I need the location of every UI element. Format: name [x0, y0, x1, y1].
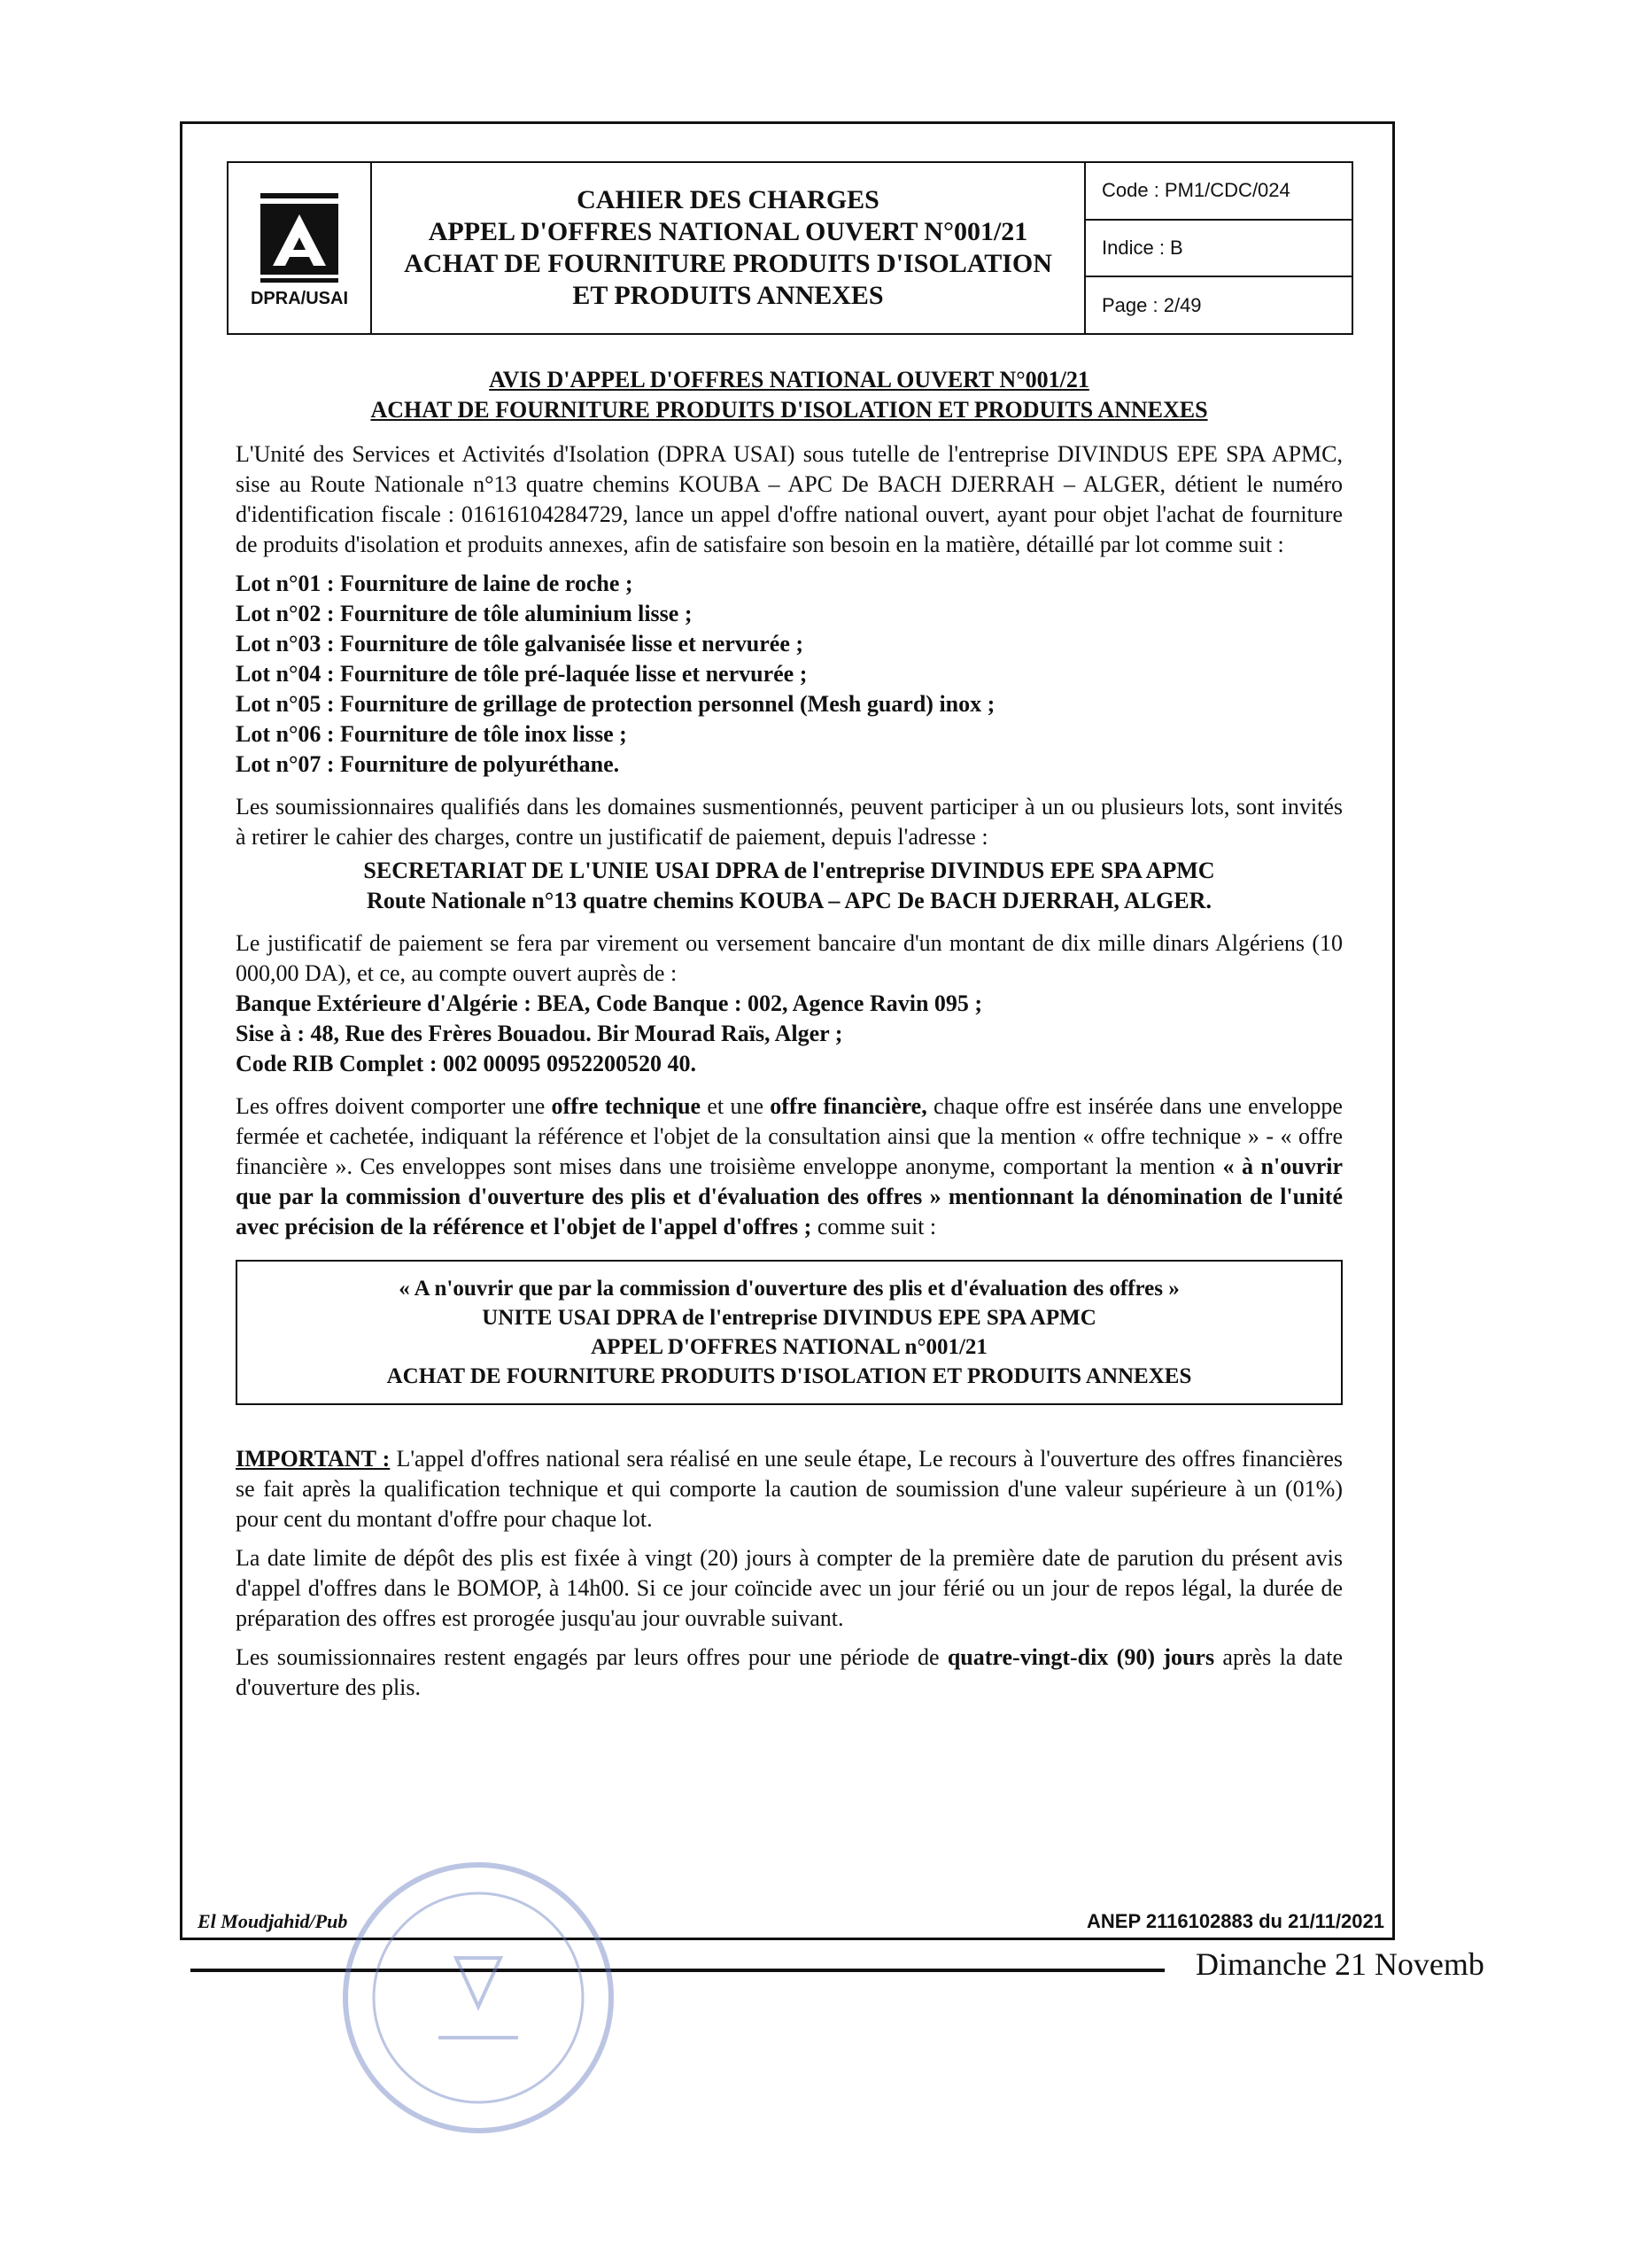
offers-text: et une: [701, 1093, 771, 1119]
offers-text: chaque offre est insérée dans une enveloppe fermée et cachetée, indiquant la référence et l'objet de la consultation ainsi que la mention « offre technique » - « offre financière ». Ces enveloppes sont mises dans une troisième enveloppe anonyme, comportant la mention: [236, 1093, 1343, 1179]
offers-paragraph: [236, 1091, 1343, 1242]
header-title: [372, 163, 1086, 333]
box-line: UNITE USAI DPRA de l'entreprise DIVINDUS EPE SPA APMC: [482, 1306, 1096, 1330]
lot-item: Lot n°04 : Fourniture de tôle pré-laquée lisse et nervurée ;: [236, 661, 808, 687]
official-stamp-icon: [332, 1852, 624, 2144]
deadline-paragraph: La date limite de dépôt des plis est fixée à vingt (20) jours à compter de la première date de parution du présent avis d'appel d'offres dans le BOMOP, à 14h00. Si ce jour coïncide avec un jour férié ou un jour de repos légal, la durée de préparation des offres est prorogée jusqu'au jour ouvrable suivant.: [236, 1545, 1343, 1631]
notice-frame: [180, 121, 1395, 1940]
lot-item: Lot n°01 : Fourniture de laine de roche ;: [236, 571, 633, 596]
header-title-line: ACHAT DE FOURNITURE PRODUITS D'ISOLATION: [404, 249, 1052, 278]
header-meta: [1086, 163, 1352, 333]
box-line: ACHAT DE FOURNITURE PRODUITS D'ISOLATION ET PRODUITS ANNEXES: [386, 1364, 1192, 1388]
offers-bold: offre financière,: [770, 1093, 927, 1119]
logo-label: DPRA/USAI: [250, 288, 348, 308]
anep-reference: ANEP 2116102883 du 21/11/2021: [1087, 1910, 1384, 1932]
important-text: L'appel d'offres national sera réalisé en une seule étape, Le recours à l'ouverture des offres financières se fait après la qualification technique et qui comporte la caution de soumission d'une valeur supérieure à un (01%) pour cent du montant d'offre pour chaque lot.: [236, 1446, 1343, 1532]
bank-line: Code RIB Complet : 002 00095 0952200520 40.: [236, 1051, 696, 1076]
header-title-line: ET PRODUITS ANNEXES: [572, 281, 884, 310]
lot-item: Lot n°07 : Fourniture de polyuréthane.: [236, 751, 620, 777]
header-title-line: APPEL D'OFFRES NATIONAL OUVERT N°001/21: [428, 217, 1028, 246]
address-line: Route Nationale n°13 quatre chemins KOUBA – APC De BACH DJERRAH, ALGER.: [367, 888, 1212, 913]
intro-paragraph: L'Unité des Services et Activités d'Isolation (DPRA USAI) sous tutelle de l'entreprise DIVINDUS EPE SPA APMC, sise au Route Nationale n°13 quatre chemins KOUBA – APC De BACH DJERRAH – ALGER, détient le numéro d'identification fiscale : 01616104284729, lance un appel d'offre national ouvert, ayant pour objet l'achat de fourniture de produits d'isolation et produits annexes, afin de satisfaire son besoin en la matière, détaillé par lot comme suit :: [236, 441, 1343, 557]
envelope-mention-box: [236, 1260, 1343, 1405]
qualified-paragraph: Les soumissionnaires qualifiés dans les domaines susmentionnés, peuvent participer à un ou plusieurs lots, sont invités à retirer le cahier des charges, contre un justificatif de paiement, depuis l'adresse :: [236, 794, 1343, 850]
doc-page: Page : 2/49: [1102, 293, 1202, 316]
address-line: SECRETARIAT DE L'UNIE USAI DPRA de l'entreprise DIVINDUS EPE SPA APMC: [363, 858, 1215, 883]
payment-paragraph: Le justificatif de paiement se fera par virement ou versement bancaire d'un montant de dix mille dinars Algériens (10 000,00 DA), et ce, au compte ouvert auprès de :: [236, 930, 1343, 986]
lot-item: Lot n°05 : Fourniture de grillage de protection personnel (Mesh guard) inox ;: [236, 691, 996, 717]
important-paragraph: [236, 1444, 1343, 1534]
dpra-logo-icon: [255, 188, 344, 285]
box-line: APPEL D'OFFRES NATIONAL n°001/21: [591, 1335, 988, 1359]
offers-text: Les offres doivent comporter une: [236, 1093, 552, 1119]
avis-title-2: ACHAT DE FOURNITURE PRODUITS D'ISOLATION ET PRODUITS ANNEXES: [370, 397, 1208, 423]
header-title-line: CAHIER DES CHARGES: [577, 185, 879, 214]
offers-text: comme suit :: [811, 1214, 937, 1239]
box-line: « A n'ouvrir que par la commission d'ouverture des plis et d'évaluation des offres »: [399, 1277, 1180, 1301]
engagement-text: Les soumissionnaires restent engagés par leurs offres pour une période de: [236, 1644, 948, 1670]
document-header: [227, 161, 1353, 335]
doc-code: Code : PM1/CDC/024: [1086, 163, 1352, 221]
avis-title-1: AVIS D'APPEL D'OFFRES NATIONAL OUVERT N°001/21: [489, 367, 1089, 392]
lot-list: [236, 569, 1343, 780]
bank-line: Sise à : 48, Rue des Frères Bouadou. Bir Mourad Raïs, Alger ;: [236, 1021, 843, 1046]
lot-item: Lot n°03 : Fourniture de tôle galvanisée lisse et nervurée ;: [236, 631, 804, 656]
lot-item: Lot n°02 : Fourniture de tôle aluminium lisse ;: [236, 601, 693, 626]
lot-item: Lot n°06 : Fourniture de tôle inox lisse ;: [236, 721, 627, 747]
important-label: IMPORTANT :: [236, 1446, 391, 1472]
notice-body: [236, 365, 1343, 1712]
header-logo-cell: [229, 163, 372, 333]
engagement-text: après la date d'ouverture des plis.: [236, 1644, 1343, 1700]
engagement-paragraph: [236, 1643, 1343, 1703]
newspaper-date: Dimanche 21 Novemb: [1196, 1946, 1484, 1982]
publisher-label: El Moudjahid/Pub: [198, 1910, 348, 1932]
doc-indice: Indice : B: [1086, 221, 1352, 278]
offers-bold: offre technique: [551, 1093, 701, 1119]
bank-line: Banque Extérieure d'Algérie : BEA, Code Banque : 002, Agence Ravin 095 ;: [236, 990, 983, 1016]
engagement-bold: quatre-vingt-dix (90) jours: [947, 1644, 1215, 1670]
offers-bold: « à n'ouvrir que par la commission d'ouverture des plis et d'évaluation des offres » mentionnant la dénomination de l'unité avec précision de la référence et l'objet de l'appel d'offres ;: [236, 1153, 1343, 1239]
